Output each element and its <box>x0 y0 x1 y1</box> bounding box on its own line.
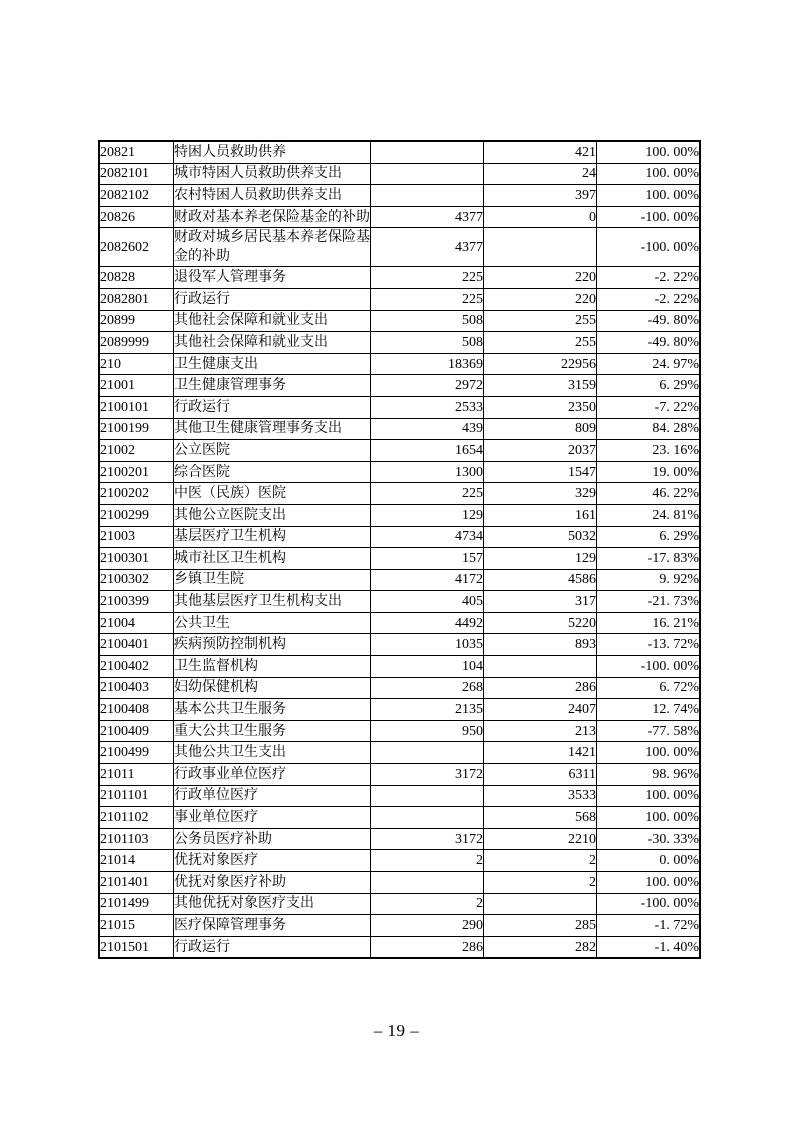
table-row <box>99 288 700 310</box>
cell-amount1: 2972 <box>371 375 484 397</box>
cell-percent: 100. 00% <box>597 185 701 207</box>
cell-name: 基本公共卫生服务 <box>174 699 371 721</box>
cell-amount2: 213 <box>484 720 597 742</box>
cell-name: 行政单位医疗 <box>174 785 371 807</box>
cell-name: 乡镇卫生院 <box>174 569 371 591</box>
cell-amount2: 568 <box>484 807 597 829</box>
table-row <box>99 461 700 483</box>
cell-name: 疾病预防控制机构 <box>174 634 371 656</box>
cell-amount2: 3159 <box>484 375 597 397</box>
table-row <box>99 504 700 526</box>
cell-percent: 100. 00% <box>597 163 701 185</box>
cell-amount2: 2407 <box>484 699 597 721</box>
cell-percent: 6. 72% <box>597 677 701 699</box>
cell-amount1: 129 <box>371 504 484 526</box>
table-row <box>99 396 700 418</box>
cell-name: 行政运行 <box>174 396 371 418</box>
cell-amount2: 2037 <box>484 440 597 462</box>
cell-amount1: 18369 <box>371 353 484 375</box>
table-row <box>99 677 700 699</box>
cell-percent: 100. 00% <box>597 872 701 894</box>
cell-amount1 <box>371 185 484 207</box>
cell-amount1: 2 <box>371 850 484 872</box>
cell-name: 行政运行 <box>174 288 371 310</box>
cell-percent: -77. 58% <box>597 720 701 742</box>
cell-amount1: 225 <box>371 483 484 505</box>
cell-code: 20828 <box>99 267 174 289</box>
cell-amount1: 508 <box>371 332 484 354</box>
cell-percent: -13. 72% <box>597 634 701 656</box>
cell-code: 20826 <box>99 206 174 228</box>
cell-amount1: 225 <box>371 288 484 310</box>
cell-name: 行政事业单位医疗 <box>174 764 371 786</box>
cell-name: 财政对城乡居民基本养老保险基金的补助 <box>174 228 371 267</box>
cell-percent: 0. 00% <box>597 850 701 872</box>
cell-amount1: 405 <box>371 591 484 613</box>
cell-amount1 <box>371 807 484 829</box>
cell-amount1 <box>371 742 484 764</box>
cell-code: 2100403 <box>99 677 174 699</box>
cell-amount2 <box>484 656 597 678</box>
cell-amount1: 2135 <box>371 699 484 721</box>
cell-code: 2082602 <box>99 228 174 267</box>
cell-percent: 16. 21% <box>597 612 701 634</box>
cell-percent: 84. 28% <box>597 418 701 440</box>
cell-percent: 100. 00% <box>597 785 701 807</box>
cell-amount1: 2 <box>371 893 484 915</box>
cell-name: 事业单位医疗 <box>174 807 371 829</box>
cell-amount1: 439 <box>371 418 484 440</box>
cell-amount2: 220 <box>484 288 597 310</box>
table-row <box>99 720 700 742</box>
cell-amount2: 893 <box>484 634 597 656</box>
cell-name: 医疗保障管理事务 <box>174 915 371 937</box>
cell-amount2: 285 <box>484 915 597 937</box>
cell-amount1: 950 <box>371 720 484 742</box>
cell-code: 2082801 <box>99 288 174 310</box>
cell-code: 210 <box>99 353 174 375</box>
table-row <box>99 634 700 656</box>
cell-amount2 <box>484 228 597 267</box>
cell-name: 公共卫生 <box>174 612 371 634</box>
cell-percent: -100. 00% <box>597 893 701 915</box>
cell-amount1: 268 <box>371 677 484 699</box>
cell-percent: -100. 00% <box>597 228 701 267</box>
cell-code: 2101101 <box>99 785 174 807</box>
cell-amount2: 2210 <box>484 828 597 850</box>
table-row <box>99 375 700 397</box>
cell-percent: -1. 40% <box>597 936 701 958</box>
cell-amount1: 225 <box>371 267 484 289</box>
cell-code: 2089999 <box>99 332 174 354</box>
cell-amount2: 129 <box>484 548 597 570</box>
table-row <box>99 418 700 440</box>
cell-amount1 <box>371 785 484 807</box>
cell-percent: -2. 22% <box>597 288 701 310</box>
cell-name: 综合医院 <box>174 461 371 483</box>
cell-percent: -1. 72% <box>597 915 701 937</box>
cell-code: 2100302 <box>99 569 174 591</box>
cell-code: 2100401 <box>99 634 174 656</box>
cell-percent: 24. 97% <box>597 353 701 375</box>
cell-percent: 100. 00% <box>597 742 701 764</box>
cell-amount2: 2350 <box>484 396 597 418</box>
cell-amount2: 255 <box>484 310 597 332</box>
cell-code: 20821 <box>99 141 174 163</box>
cell-amount2: 1421 <box>484 742 597 764</box>
cell-percent: 9. 92% <box>597 569 701 591</box>
cell-name: 农村特困人员救助供养支出 <box>174 185 371 207</box>
cell-amount2: 282 <box>484 936 597 958</box>
cell-amount1 <box>371 141 484 163</box>
cell-name: 公务员医疗补助 <box>174 828 371 850</box>
cell-amount2: 24 <box>484 163 597 185</box>
cell-code: 2100299 <box>99 504 174 526</box>
table-row <box>99 612 700 634</box>
cell-code: 2101499 <box>99 893 174 915</box>
cell-amount1: 4734 <box>371 526 484 548</box>
cell-percent: -30. 33% <box>597 828 701 850</box>
cell-name: 公立医院 <box>174 440 371 462</box>
cell-amount2: 5220 <box>484 612 597 634</box>
table-row <box>99 764 700 786</box>
cell-code: 2101501 <box>99 936 174 958</box>
cell-name: 优抚对象医疗 <box>174 850 371 872</box>
cell-code: 21001 <box>99 375 174 397</box>
cell-name: 其他社会保障和就业支出 <box>174 310 371 332</box>
cell-percent: 24. 81% <box>597 504 701 526</box>
cell-amount2: 2 <box>484 872 597 894</box>
table-row <box>99 850 700 872</box>
table-row <box>99 141 700 163</box>
cell-name: 城市特困人员救助供养支出 <box>174 163 371 185</box>
table-row <box>99 872 700 894</box>
cell-code: 2101401 <box>99 872 174 894</box>
table-row <box>99 526 700 548</box>
cell-amount2: 161 <box>484 504 597 526</box>
budget-expenditure-table <box>98 140 701 959</box>
cell-amount1: 3172 <box>371 764 484 786</box>
table-row <box>99 915 700 937</box>
cell-amount1: 290 <box>371 915 484 937</box>
cell-name: 重大公共卫生服务 <box>174 720 371 742</box>
cell-name: 中医（民族）医院 <box>174 483 371 505</box>
table-row <box>99 267 700 289</box>
cell-percent: 6. 29% <box>597 375 701 397</box>
cell-amount1: 3172 <box>371 828 484 850</box>
cell-amount2: 2 <box>484 850 597 872</box>
cell-percent: 100. 00% <box>597 141 701 163</box>
cell-amount2: 5032 <box>484 526 597 548</box>
cell-amount1: 4172 <box>371 569 484 591</box>
cell-percent: -21. 73% <box>597 591 701 613</box>
cell-amount1 <box>371 163 484 185</box>
cell-code: 2100499 <box>99 742 174 764</box>
table-row <box>99 548 700 570</box>
cell-amount1: 2533 <box>371 396 484 418</box>
cell-percent: 12. 74% <box>597 699 701 721</box>
table-row <box>99 785 700 807</box>
cell-code: 2100301 <box>99 548 174 570</box>
cell-code: 2100399 <box>99 591 174 613</box>
cell-code: 2100408 <box>99 699 174 721</box>
cell-amount1: 1300 <box>371 461 484 483</box>
table-row <box>99 206 700 228</box>
cell-code: 2082102 <box>99 185 174 207</box>
table-row <box>99 699 700 721</box>
cell-code: 2082101 <box>99 163 174 185</box>
cell-name: 基层医疗卫生机构 <box>174 526 371 548</box>
table-row <box>99 228 700 267</box>
table-row <box>99 828 700 850</box>
cell-amount2 <box>484 893 597 915</box>
cell-amount2: 4586 <box>484 569 597 591</box>
cell-code: 2101103 <box>99 828 174 850</box>
table-row <box>99 185 700 207</box>
cell-name: 其他基层医疗卫生机构支出 <box>174 591 371 613</box>
cell-percent: -49. 80% <box>597 310 701 332</box>
cell-code: 21003 <box>99 526 174 548</box>
cell-amount2: 0 <box>484 206 597 228</box>
cell-code: 2101102 <box>99 807 174 829</box>
table-row <box>99 569 700 591</box>
table-row <box>99 483 700 505</box>
cell-amount2: 809 <box>484 418 597 440</box>
table-row <box>99 656 700 678</box>
cell-amount1: 4492 <box>371 612 484 634</box>
cell-amount1: 1654 <box>371 440 484 462</box>
table-row <box>99 440 700 462</box>
cell-name: 卫生监督机构 <box>174 656 371 678</box>
cell-code: 2100199 <box>99 418 174 440</box>
table-body <box>99 141 700 958</box>
cell-code: 2100202 <box>99 483 174 505</box>
cell-name: 其他公立医院支出 <box>174 504 371 526</box>
cell-percent: 46. 22% <box>597 483 701 505</box>
cell-amount2: 397 <box>484 185 597 207</box>
cell-code: 20899 <box>99 310 174 332</box>
cell-code: 2100409 <box>99 720 174 742</box>
cell-percent: -49. 80% <box>597 332 701 354</box>
cell-percent: -100. 00% <box>597 206 701 228</box>
table-row <box>99 310 700 332</box>
cell-amount1: 286 <box>371 936 484 958</box>
cell-code: 21004 <box>99 612 174 634</box>
cell-name: 城市社区卫生机构 <box>174 548 371 570</box>
cell-name: 妇幼保健机构 <box>174 677 371 699</box>
cell-name: 其他社会保障和就业支出 <box>174 332 371 354</box>
table-row <box>99 742 700 764</box>
cell-percent: 23. 16% <box>597 440 701 462</box>
cell-name: 财政对基本养老保险基金的补助 <box>174 206 371 228</box>
cell-percent: -7. 22% <box>597 396 701 418</box>
cell-name: 特困人员救助供养 <box>174 141 371 163</box>
cell-name: 退役军人管理事务 <box>174 267 371 289</box>
cell-amount1: 4377 <box>371 228 484 267</box>
cell-amount1: 1035 <box>371 634 484 656</box>
cell-code: 21014 <box>99 850 174 872</box>
table-row <box>99 353 700 375</box>
cell-amount2: 22956 <box>484 353 597 375</box>
cell-amount1: 104 <box>371 656 484 678</box>
cell-code: 21011 <box>99 764 174 786</box>
cell-percent: 98. 96% <box>597 764 701 786</box>
cell-name: 其他优抚对象医疗支出 <box>174 893 371 915</box>
cell-amount1: 508 <box>371 310 484 332</box>
cell-percent: -17. 83% <box>597 548 701 570</box>
cell-amount2: 317 <box>484 591 597 613</box>
cell-code: 21002 <box>99 440 174 462</box>
cell-amount2: 220 <box>484 267 597 289</box>
table-row <box>99 591 700 613</box>
cell-name: 其他卫生健康管理事务支出 <box>174 418 371 440</box>
cell-percent: 19. 00% <box>597 461 701 483</box>
cell-amount2: 329 <box>484 483 597 505</box>
cell-code: 2100402 <box>99 656 174 678</box>
cell-amount1: 4377 <box>371 206 484 228</box>
cell-amount1: 157 <box>371 548 484 570</box>
table-row <box>99 807 700 829</box>
cell-amount2: 1547 <box>484 461 597 483</box>
table-row <box>99 163 700 185</box>
cell-name: 行政运行 <box>174 936 371 958</box>
cell-amount1 <box>371 872 484 894</box>
table-row <box>99 893 700 915</box>
cell-name: 其他公共卫生支出 <box>174 742 371 764</box>
table-row <box>99 936 700 958</box>
cell-amount2: 421 <box>484 141 597 163</box>
cell-percent: -2. 22% <box>597 267 701 289</box>
cell-code: 2100201 <box>99 461 174 483</box>
page-number: – 19 – <box>373 1021 420 1040</box>
cell-code: 21015 <box>99 915 174 937</box>
cell-amount2: 3533 <box>484 785 597 807</box>
cell-code: 2100101 <box>99 396 174 418</box>
table-row <box>99 332 700 354</box>
cell-amount2: 6311 <box>484 764 597 786</box>
cell-amount2: 286 <box>484 677 597 699</box>
cell-name: 优抚对象医疗补助 <box>174 872 371 894</box>
cell-percent: -100. 00% <box>597 656 701 678</box>
cell-percent: 6. 29% <box>597 526 701 548</box>
cell-amount2: 255 <box>484 332 597 354</box>
cell-name: 卫生健康管理事务 <box>174 375 371 397</box>
cell-percent: 100. 00% <box>597 807 701 829</box>
cell-name: 卫生健康支出 <box>174 353 371 375</box>
